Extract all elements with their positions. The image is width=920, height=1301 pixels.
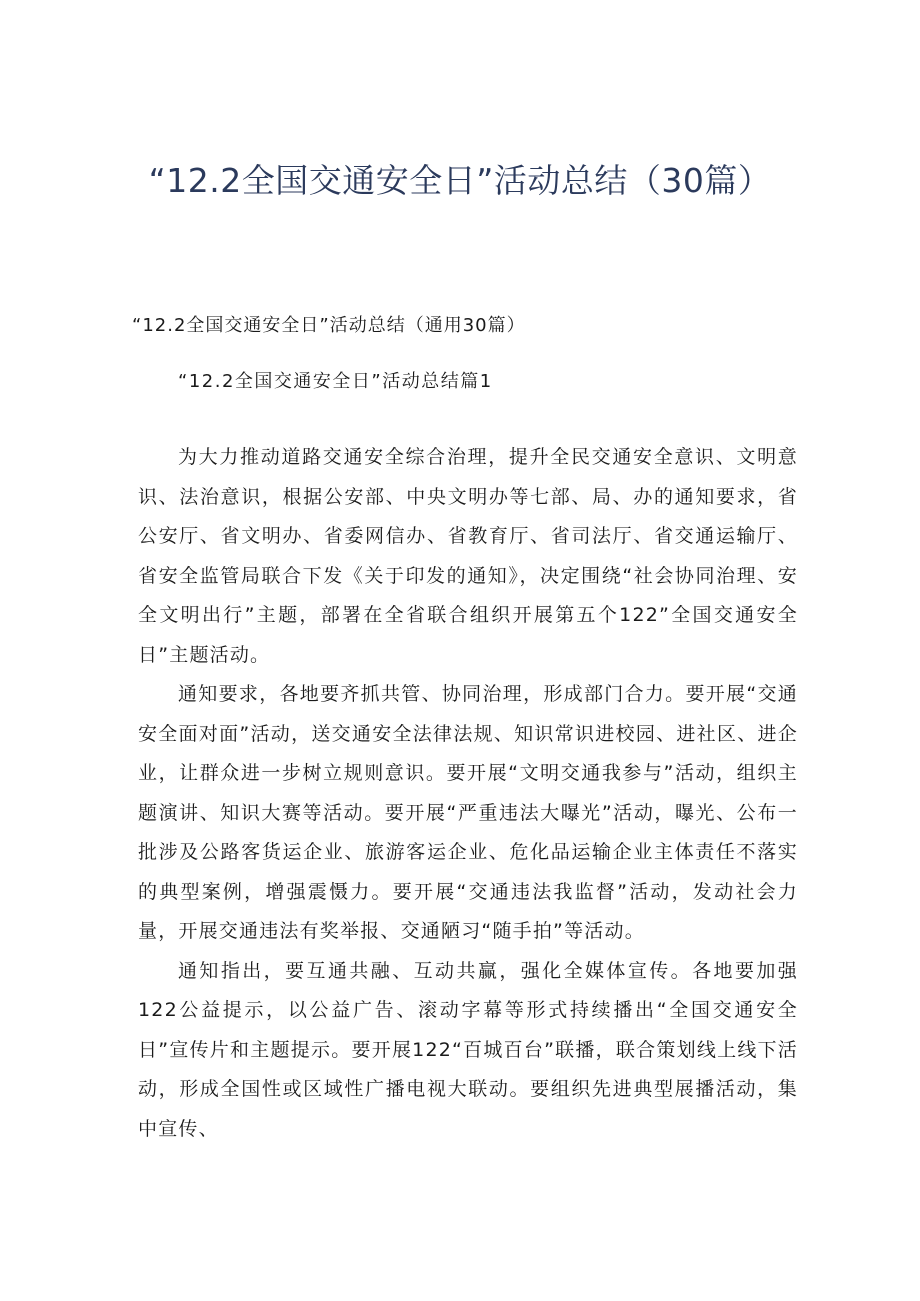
document-title: “12.2全国交通安全日”活动总结（30篇）	[148, 161, 772, 200]
section-heading: “12.2全国交通安全日”活动总结篇1	[178, 371, 493, 392]
body-text	[138, 438, 798, 1149]
paragraph: 通知指出，要互通共融、互动共赢，强化全媒体宣传。各地要加强122公益提示，以公益广告、滚动字幕等形式持续播出“全国交通安全日”宣传片和主题提示。要开展122“百城百台”联播，联合策划线上线下活动，形成全国性或区域性广播电视大联动。要组织先进典型展播活动，集中宣传、	[138, 959, 798, 1140]
paragraph: 通知要求，各地要齐抓共管、协同治理，形成部门合力。要开展“交通安全面对面”活动，送交通安全法律法规、知识常识进校园、进社区、进企业，让群众进一步树立规则意识。要开展“文明交通我参与”活动，组织主题演讲、知识大赛等活动。要开展“严重违法大曝光”活动，曝光、公布一批涉及公路客货运企业、旅游客运企业、危化品运输企业主体责任不落实的典型案例，增强震慑力。要开展“交通违法我监督”活动，发动社会力量，开展交通违法有奖举报、交通陋习“随手拍”等活动。	[138, 683, 798, 942]
paragraph: 为大力推动道路交通安全综合治理，提升全民交通安全意识、文明意识、法治意识，根据公安部、中央文明办等七部、局、办的通知要求，省公安厅、省文明办、省委网信办、省教育厅、省司法厅、省交通运输厅、省安全监管局联合下发《关于印发的通知》，决定围绕“社会协同治理、安全文明出行”主题，部署在全省联合组织开展第五个122”全国交通安全日”主题活动。	[138, 446, 798, 666]
document-subtitle: “12.2全国交通安全日”活动总结（通用30篇）	[132, 315, 526, 336]
